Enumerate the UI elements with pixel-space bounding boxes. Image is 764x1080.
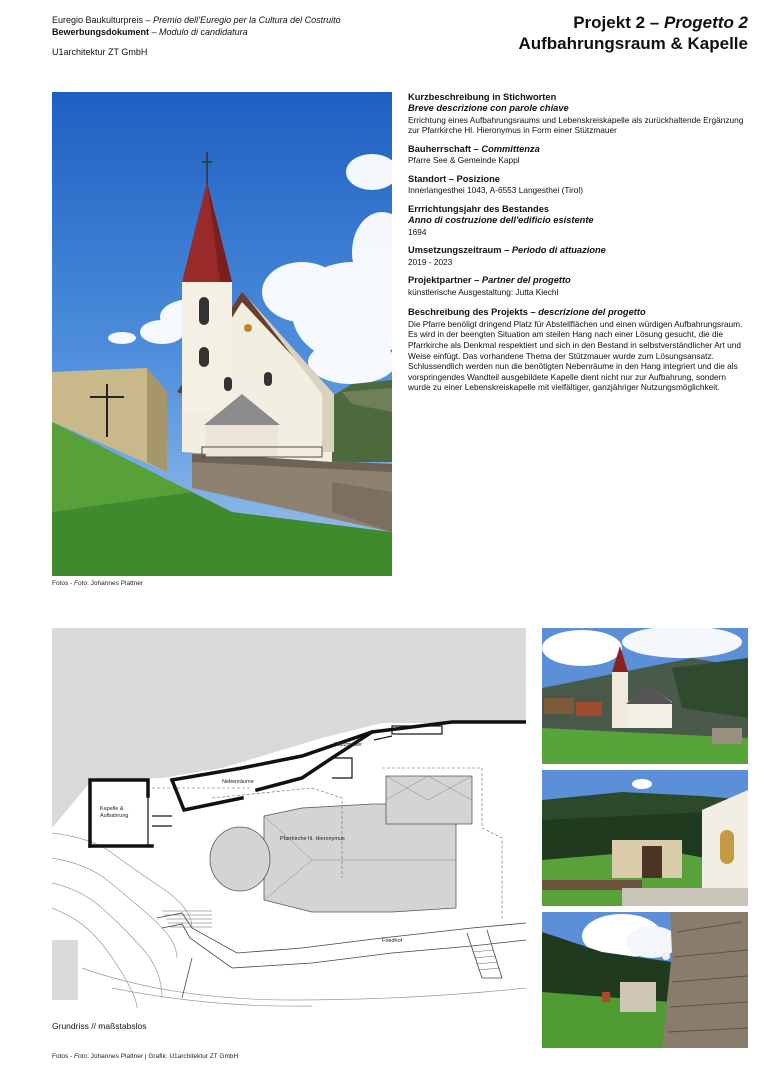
text: 2019 - 2023 [408, 256, 453, 267]
church-photo [52, 92, 392, 576]
project-title-block [518, 12, 748, 54]
heading: Errrichtungsjahr des Bestandes [408, 204, 550, 214]
project-title: Aufbahrungsraum & Kapelle [518, 34, 748, 53]
project-info [408, 92, 748, 401]
info-location [408, 174, 748, 196]
text: Pfarre See & Gemeinde Kappl [408, 155, 520, 166]
photo-chapel-entrance-image [542, 770, 748, 906]
info-client [408, 144, 748, 166]
project-number: Projekt 2 – Progetto 2 [573, 13, 748, 32]
photo-landscape-church-image [542, 628, 748, 764]
floor-plan [52, 628, 526, 1008]
photo-chapel-entrance [542, 770, 748, 906]
heading: Kurzbeschreibung in Stichworten [408, 92, 557, 102]
heading: Bauherrschaft – Committenza [408, 144, 540, 154]
info-short-description [408, 92, 748, 136]
heading: Standort – Posizione [408, 174, 500, 184]
heading: Umsetzungszeitraum – Periodo di attuazione [408, 245, 606, 256]
info-description [408, 307, 748, 393]
text: Die Pfarre benöligt dringend Platz für Abstellflächen und einen würdigen Aufbahrungsraum. Es wird in der beengten Situation am steilen Hang nach einer Lösung gesucht, die die Pfarrkirche als Denkmal respektiert und sich in den Bestand in selbstverständlicher Art und Weise einfügt. Das vorhandene Thema der Stützmauer wurde zum Lösungsansatz. Schlussendlich werden nun die benötigten Nebenräume in den Hang integriert und die als vorspringendes Wandteil ausgebildete Kapelle dient nicht nur zur Aufbahrung, sondern wurde zu einer Lebenskreiskapelle mit vielfältiger, ganzjähriger Nutzungsmöglichkeit. [408, 318, 743, 393]
info-partner [408, 275, 748, 297]
plan-label-pfarrkirche: Pfarrkirche hl. Hieronymus [280, 836, 345, 842]
heading: Beschreibung des Projekts – descrizione del progetto [408, 307, 646, 318]
photo-caption: Fotos - Foto: Johannes Plattner [52, 580, 144, 587]
footer-credits: Fotos - Foto: Johannes Plattner | Grafik: U1architektur ZT GmbH [52, 1053, 239, 1060]
plan-label-friedhof: Friedhof [382, 938, 403, 944]
plan-label-kapelle-2: Aufbahrung [100, 813, 129, 819]
firm-name: U1architektur ZT GmbH [52, 47, 148, 57]
document-header [52, 14, 341, 58]
photo-stone-wall [542, 912, 748, 1048]
church-photo-image [52, 92, 392, 576]
plan-label-stuetzmauer: Stützmauer [334, 742, 363, 748]
heading: Projektpartner – Partner del progetto [408, 275, 571, 286]
info-period [408, 245, 748, 267]
text: Errichtung eines Aufbahrungsraums und Lebenskreiskapelle als zurückhaltende Ergänzung zur Pfarrkirche Hl. Hieronymus in Form einer Stützmauer [408, 114, 744, 136]
photo-landscape-church [542, 628, 748, 764]
text: Innerlangesthei 1043, A-6553 Langesthei (Tirol) [408, 185, 583, 196]
header-line-1: Euregio Baukulturpreis – Premio dell’Euregio per la Cultura del Costruito [52, 15, 341, 25]
heading-it: Anno di costruzione dell'edificio esistente [408, 215, 594, 226]
plan-label-nebenraeume: Nebenräume [222, 779, 254, 785]
text: künstlerische Ausgestaltung: Jutta Kiechl [408, 286, 559, 297]
floor-plan-drawing [52, 628, 526, 1008]
heading-it: Breve descrizione con parole chiave [408, 103, 569, 114]
info-year [408, 204, 748, 237]
photo-stone-wall-image [542, 912, 748, 1048]
text: 1694 [408, 226, 427, 237]
plan-caption: Grundriss // maßstabslos [52, 1021, 147, 1031]
header-line-2: Bewerbungsdokument – Modulo di candidatura [52, 27, 248, 37]
plan-label-kapelle-1: Kapelle & [100, 806, 124, 812]
